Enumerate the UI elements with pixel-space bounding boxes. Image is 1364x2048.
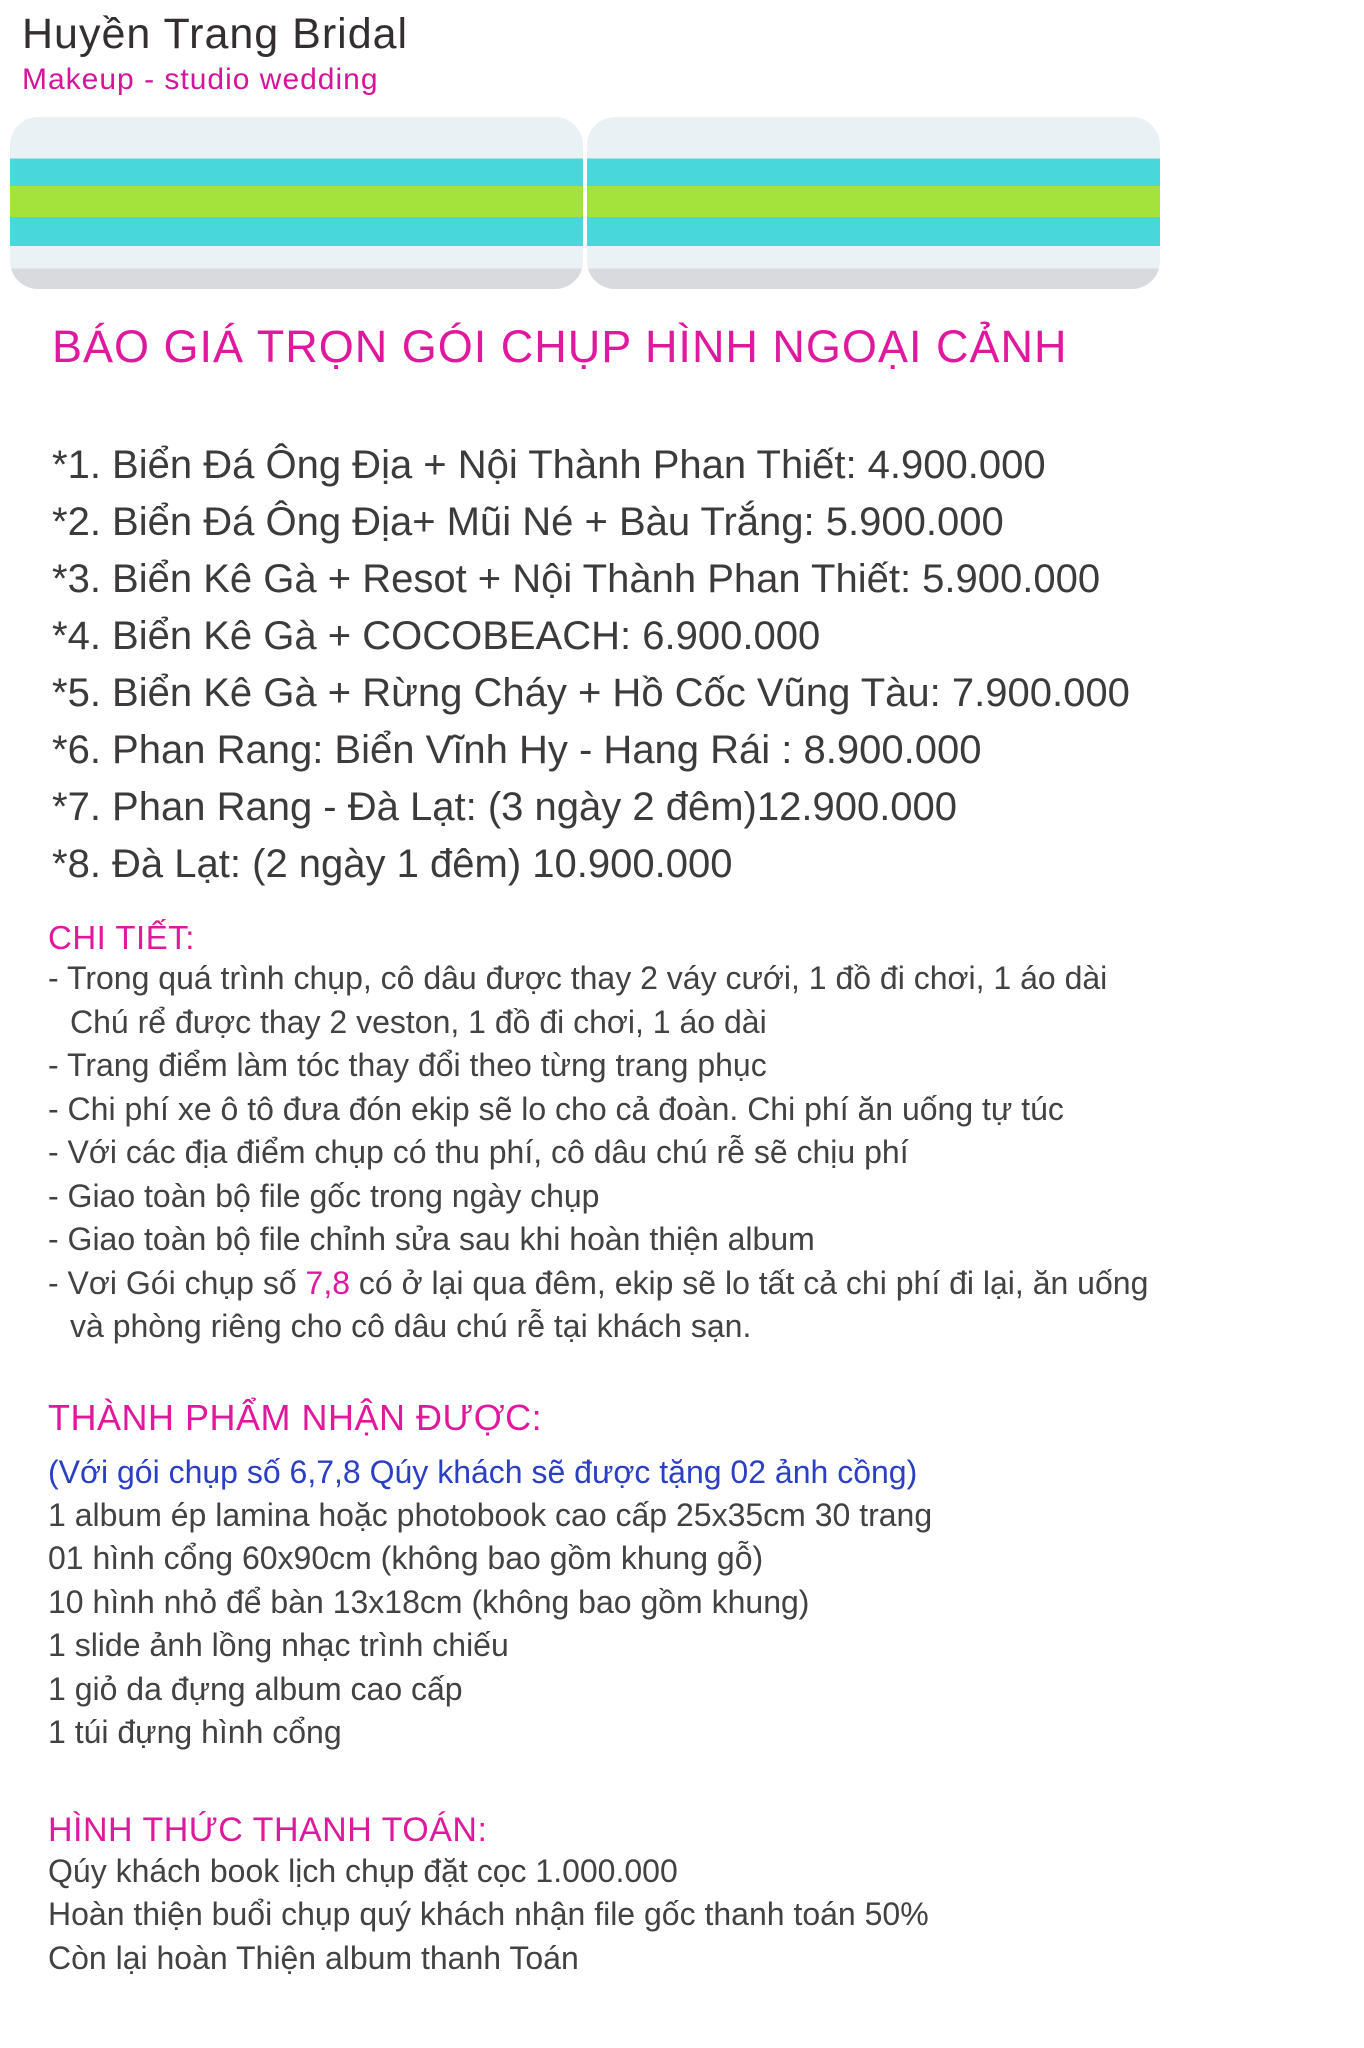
detail-line-continuation: và phòng riêng cho cô dâu chú rễ tại khách sạn. [70,1308,752,1345]
deliverable-item: 1 giỏ da đựng album cao cấp [48,1670,463,1707]
detail-line-suffix: có ở lại qua đêm, ekip sẽ lo tất cả chi phí đi lại, ăn uống [350,1264,1149,1301]
detail-line: - Trang điểm làm tóc thay đổi theo từng trang phục [48,1047,767,1084]
header [0,0,1364,97]
detail-line-highlight: 7,8 [305,1264,351,1301]
package-item-6: *6. Phan Rang: Biển Vĩnh Hy - Hang Rái : 8.900.000 [52,728,982,773]
payment-line: Hoàn thiện buổi chụp quý khách nhận file gốc thanh toán 50% [48,1896,929,1933]
detail-line: - Với các địa điểm chụp có thu phí, cô dâu chú rễ sẽ chịu phí [48,1134,909,1171]
payment-line: Qúy khách book lịch chụp đặt cọc 1.000.000 [48,1852,678,1889]
package-item-8: *8. Đà Lạt: (2 ngày 1 đêm) 10.900.000 [52,842,733,887]
studio-name: Huyền Trang Bridal [22,10,409,58]
deliverables-heading: THÀNH PHẨM NHẬN ĐƯỢC: [48,1396,543,1438]
package-item-4: *4. Biển Kê Gà + COCOBEACH: 6.900.000 [52,614,821,659]
package-item-1: *1. Biển Đá Ông Địa + Nội Thành Phan Thiết: 4.900.000 [52,443,1046,488]
detail-line: - Chi phí xe ô tô đưa đón ekip sẽ lo cho cả đoàn. Chi phí ăn uống tự túc [48,1090,1064,1127]
deliverables-section [48,1397,1364,1755]
deliverable-item: 1 album ép lamina hoặc photobook cao cấp 25x35cm 30 trang [48,1496,933,1533]
payment-heading: HÌNH THỨC THANH TOÁN: [48,1810,488,1849]
detail-line-prefix: - Vơi Gói chụp số [48,1264,306,1301]
package-item-5: *5. Biển Kê Gà + Rừng Cháy + Hồ Cốc Vũng Tàu: 7.900.000 [52,671,1130,716]
page-title: BÁO GIÁ TRỌN GÓI CHỤP HÌNH NGOẠI CẢNH [52,321,1068,373]
banner-stripe-segment-left [10,117,583,289]
payment-section [48,1811,1364,1981]
package-item-2: *2. Biển Đá Ông Địa+ Mũi Né + Bàu Trắng: 5.900.000 [52,500,1004,545]
package-price-list [52,437,1364,893]
deliverable-item: 1 túi đựng hình cổng [48,1714,342,1751]
detail-line: - Trong quá trình chụp, cô dâu được thay 2 váy cưới, 1 đồ đi chơi, 1 áo dài [48,960,1108,997]
deliverable-item: 01 hình cổng 60x90cm (không bao gồm khung gỗ) [48,1540,764,1577]
payment-line: Còn lại hoàn Thiện album thanh Toán [48,1939,579,1976]
decorative-striped-banner [10,117,1160,289]
banner-stripe-segment-right [587,117,1160,289]
package-item-7: *7. Phan Rang - Đà Lạt: (3 ngày 2 đêm)12.900.000 [52,785,958,830]
studio-tagline: Makeup - studio wedding [22,63,379,97]
details-heading: CHI TIẾT: [48,919,195,957]
details-section [48,919,1364,1349]
deliverables-bonus-note: (Với gói chụp số 6,7,8 Qúy khách sẽ được tặng 02 ảnh cồng) [48,1453,918,1490]
deliverable-item: 10 hình nhỏ để bàn 13x18cm (không bao gồm khung) [48,1583,810,1620]
detail-line: Chú rể được thay 2 veston, 1 đồ đi chơi, 1 áo dài [70,1003,767,1040]
detail-line: - Giao toàn bộ file gốc trong ngày chụp [48,1177,600,1214]
package-item-3: *3. Biển Kê Gà + Resot + Nội Thành Phan Thiết: 5.900.000 [52,557,1101,602]
detail-line: - Giao toàn bộ file chỉnh sửa sau khi hoàn thiện album [48,1221,815,1258]
detail-line-packages-7-8 [48,1262,1364,1306]
deliverable-item: 1 slide ảnh lồng nhạc trình chiếu [48,1627,509,1664]
